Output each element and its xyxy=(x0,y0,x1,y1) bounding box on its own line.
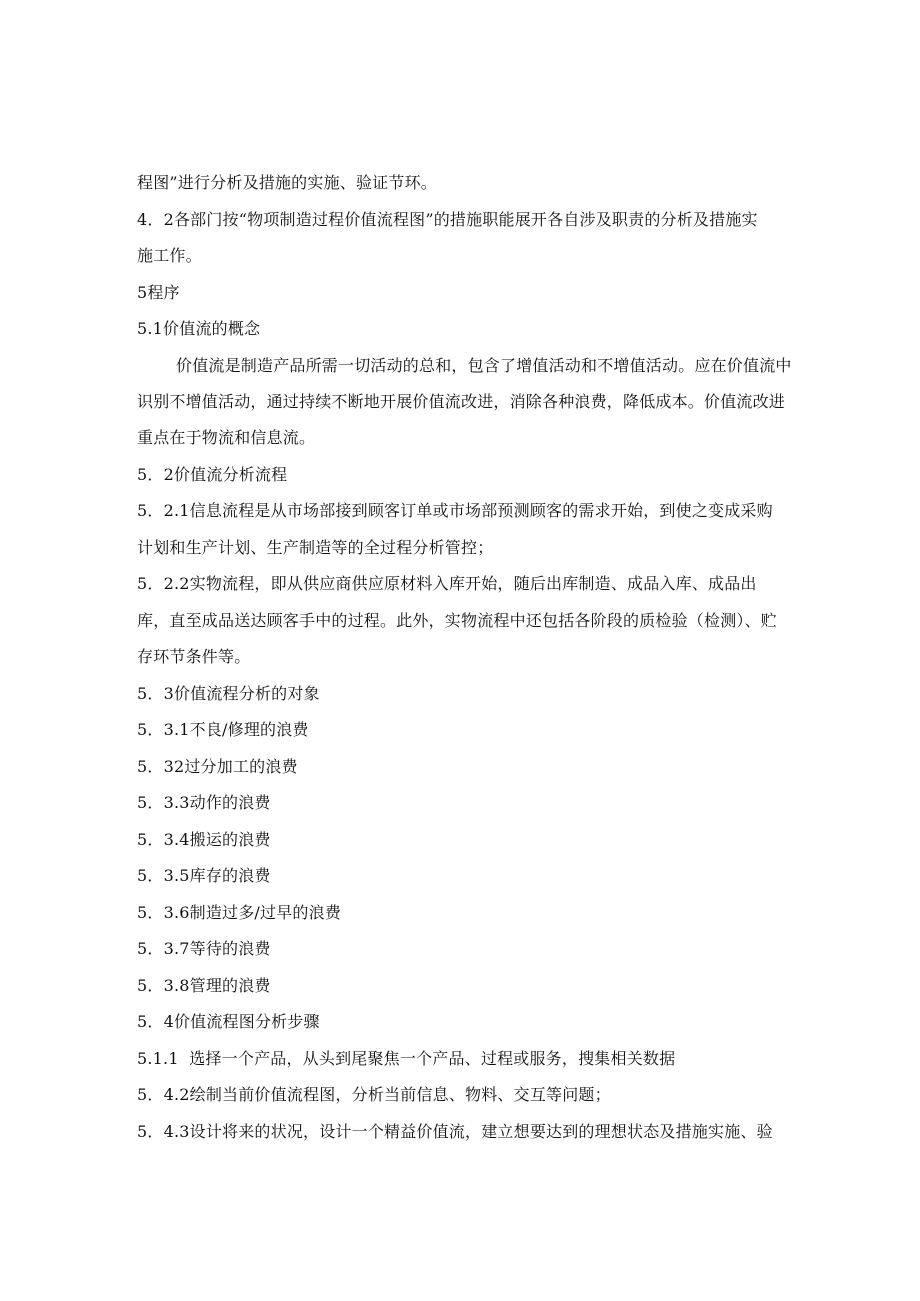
list-item: 5．4.3设计将来的状况，设计一个精益价值流，建立想要达到的理想状态及措施实施、验 xyxy=(137,1122,773,1141)
text-line: 重点在于物流和信息流。 xyxy=(137,428,316,447)
text-line: 4．2各部门按“物项制造过程价值流程图”的措施职能展开各自涉及职责的分析及措施实 xyxy=(137,210,758,229)
list-item: 5．3.4搬运的浪费 xyxy=(137,830,271,849)
list-item: 5．3.6制造过多/过早的浪费 xyxy=(137,903,342,922)
list-item: 5．32过分加工的浪费 xyxy=(137,757,298,776)
list-item: 5．3.1不良/修理的浪费 xyxy=(137,720,309,739)
subsection-heading: 5．2价值流分析流程 xyxy=(137,465,288,484)
text-line: 存环节条件等。 xyxy=(137,647,251,666)
text-line: 5．2.1信息流程是从市场部接到顾客订单或市场部预测顾客的需求开始，到使之变成采购 xyxy=(137,501,773,520)
list-item: 5.1.1 选择一个产品，从头到尾聚焦一个产品、过程或服务，搜集相关数据 xyxy=(137,1049,676,1068)
text-line: 价值流是制造产品所需一切活动的总和，包含了增值活动和不增值活动。应在价值流中 xyxy=(176,356,792,375)
subsection-heading: 5．3价值流程分析的对象 xyxy=(137,684,320,703)
list-item: 5．3.5库存的浪费 xyxy=(137,866,271,885)
text-line: 施工作。 xyxy=(137,246,202,265)
list-item: 5．3.3动作的浪费 xyxy=(137,793,271,812)
text-line: 识别不增值活动，通过持续不断地开展价值流改进，消除各种浪费，降低成本。价值流改进 xyxy=(137,392,786,411)
text-line: 程图”进行分析及措施的实施、验证节环。 xyxy=(137,173,437,192)
list-item: 5．3.7等待的浪费 xyxy=(137,939,271,958)
subsection-heading: 5．4价值流程图分析步骤 xyxy=(137,1012,320,1031)
text-line: 计划和生产计划、生产制造等的全过程分析管控； xyxy=(137,538,494,557)
list-item: 5．3.8管理的浪费 xyxy=(137,976,271,995)
text-line: 5．2.2实物流程，即从供应商供应原材料入库开始，随后出库制造、成品入库、成品出 xyxy=(137,574,757,593)
list-item: 5．4.2绘制当前价值流程图，分析当前信息、物料、交互等问题； xyxy=(137,1085,611,1104)
section-heading: 5程序 xyxy=(137,283,180,302)
text-line: 库，直至成品送达顾客手中的过程。此外，实物流程中还包括各阶段的质检验（检测）、贮 xyxy=(137,611,778,630)
subsection-heading: 5.1价值流的概念 xyxy=(137,319,261,338)
